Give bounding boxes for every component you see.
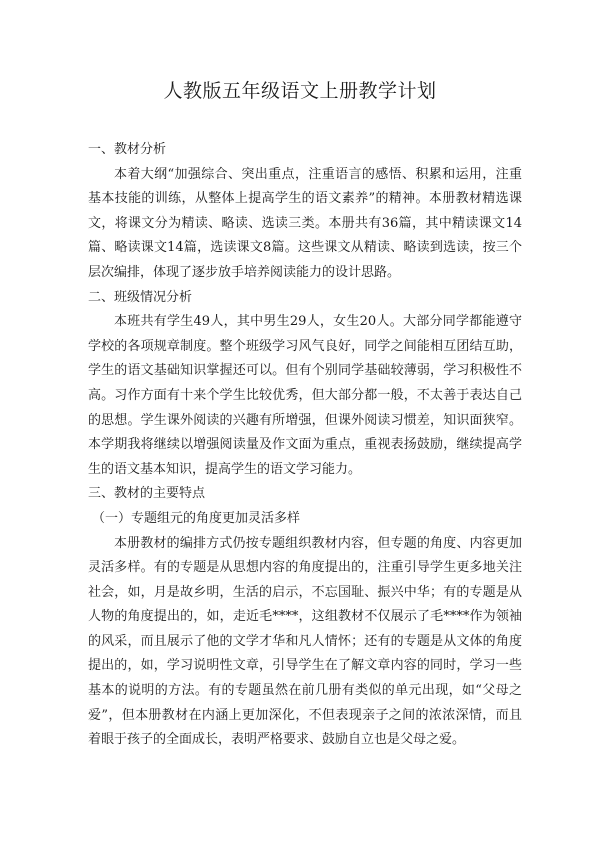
section-subheading: （一）专题组元的角度更加灵活多样 bbox=[92, 510, 301, 526]
section-paragraph: 本册教材的编排方式仍按专题组织教材内容，但专题的角度、内容更加灵活多样。有的专题是从思想内容的角度提出的，注重引导学生更多地关注社会，如，月是故乡明，生活的启示，不忘国耻、振兴中华；有的专题是从人物的角度提出的，如，走近毛****，这组教材不仅展示了毛****作为领袖的风采，而且展示了他的文学才华和凡人情怀；还有的专题是从文体的角度提出的，如，学习说明性文章，引导学生在了解文章内容的同时，学习一些基本的说明的方法。有的专题虽然在前几册有类似的单元出现，如“父母之爱”，但本册教材在内涵上更加深化，不但表现亲子之间的浓浓深情，而且着眼于孩子的全面成长，表明严格要求、鼓励自立也是父母之爱。 bbox=[88, 535, 522, 748]
document-body bbox=[88, 138, 522, 753]
section-paragraph: 本着大纲“加强综合、突出重点，注重语言的感悟、积累和运用，注重基本技能的训练，从整体上提高学生的语文素养”的精神。本册教材精选课文，将课文分为精读、略读、选读三类。本册共有36篇，其中精读课文14篇、略读课文14篇，选读课文8篇。这些课文从精读、略读到选读，按三个层次编排，体现了逐步放手培养阅读能力的设计思路。 bbox=[88, 166, 522, 280]
section-heading-textbook-analysis: 一、教材分析 bbox=[88, 142, 167, 157]
section-heading-textbook-features: 三、教材的主要特点 bbox=[88, 486, 206, 502]
document-title: 人教版五年级语文上册教学计划 bbox=[163, 80, 437, 102]
section-paragraph: 本班共有学生49人，其中男生29人，女生20人。大部分同学都能遵守学校的各项规章制度。整个班级学习风气良好，同学之间能相互团结互助，学生的语文基础知识掌握还可以。但有个别同学基础较薄弱，学习积极性不高。习作方面有十来个学生比较优秀，但大部分都一般，不太善于表达自己的思想。学生课外阅读的兴趣有所增强，但课外阅读习惯差，知识面狭窄。本学期我将继续以增强阅读量及作文面为重点，重视表扬鼓励，继续提高学生的语文基本知识，提高学生的语文学习能力。 bbox=[88, 314, 522, 477]
section-heading-class-analysis: 二、班级情况分析 bbox=[88, 289, 193, 305]
